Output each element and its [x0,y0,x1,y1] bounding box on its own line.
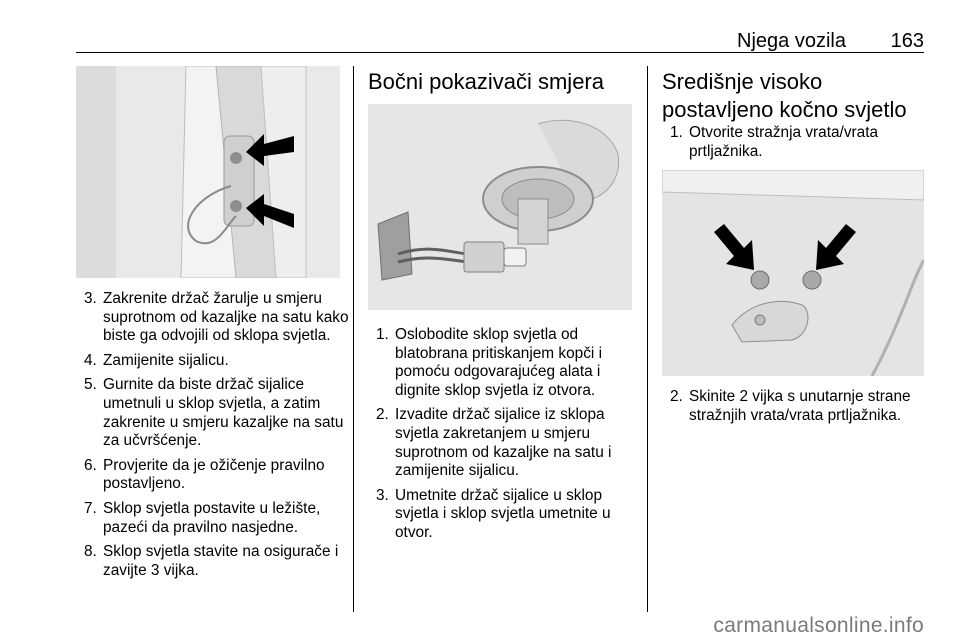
figure-side-indicator [368,104,632,310]
side-indicator-illustration [368,104,632,310]
arrow-icon [714,224,758,272]
watermark: carmanualsonline.info [713,614,924,637]
list-item: 2. Izvadite držač sijalice iz sklopa svjetla zakretanjem u smjeru suprotnom od kazaljke na satu i zamijenite sijalicu. [376,406,612,480]
header-rule [76,52,924,53]
steps-list-col2 [368,326,646,549]
steps-list-col3a [662,124,924,167]
page-number: 163 [890,30,924,52]
section-heading-brake-light: Središnje visoko postavljeno kočno svjetlo [662,69,907,122]
list-item: 4. Zamijenite sijalicu. [84,351,229,369]
list-item: 5. Gurnite da biste držač sijalice umetnuli u sklop svjetla, a zatim zakrenite u smjeru kazaljke na satu za učvršćenje. [84,376,344,450]
column-divider-2 [647,66,648,612]
arrow-icon [246,130,296,170]
section-heading-side-indicators: Bočni pokazivači smjera [368,69,604,94]
list-item: 3. Zakrenite držač žarulje u smjeru suprotnom od kazaljke na satu kako biste ga odvojili od sklopa svjetla. [84,290,349,345]
list-item: 6. Provjerite da je ožičenje pravilno postavljeno. [84,456,325,493]
brake-light-illustration [662,170,924,376]
arrow-icon [812,224,856,272]
column-divider-1 [353,66,354,612]
tail-lamp-illustration [76,66,340,278]
list-item: 2. Skinite 2 vijka s unutarnje strane stražnjih vrata/vrata prtljažnika. [670,388,911,424]
list-item: 1. Oslobodite sklop svjetla od blatobrana pritiskanjem kopči i pomoću odgovarajućeg alata i dignite sklop svjetla iz otvora. [376,326,603,399]
steps-list-col3b [662,388,924,431]
steps-list-col1 [76,290,352,586]
section-title: Njega vozila [737,30,846,52]
arrow-icon [246,192,296,232]
list-item: 1. Otvorite stražnja vrata/vrata prtljažnika. [670,124,879,160]
figure-tail-lamp-screws [76,66,340,278]
list-item: 8. Sklop svjetla stavite na osigurače i zavijte 3 vijka. [84,543,339,579]
list-item: 7. Sklop svjetla postavite u ležište, pazeći da pravilno nasjedne. [84,499,321,536]
figure-brake-light-screws [662,170,924,376]
list-item: 3. Umetnite držač sijalice u sklop svjetla i sklop svjetla umetnite u otvor. [376,486,611,541]
